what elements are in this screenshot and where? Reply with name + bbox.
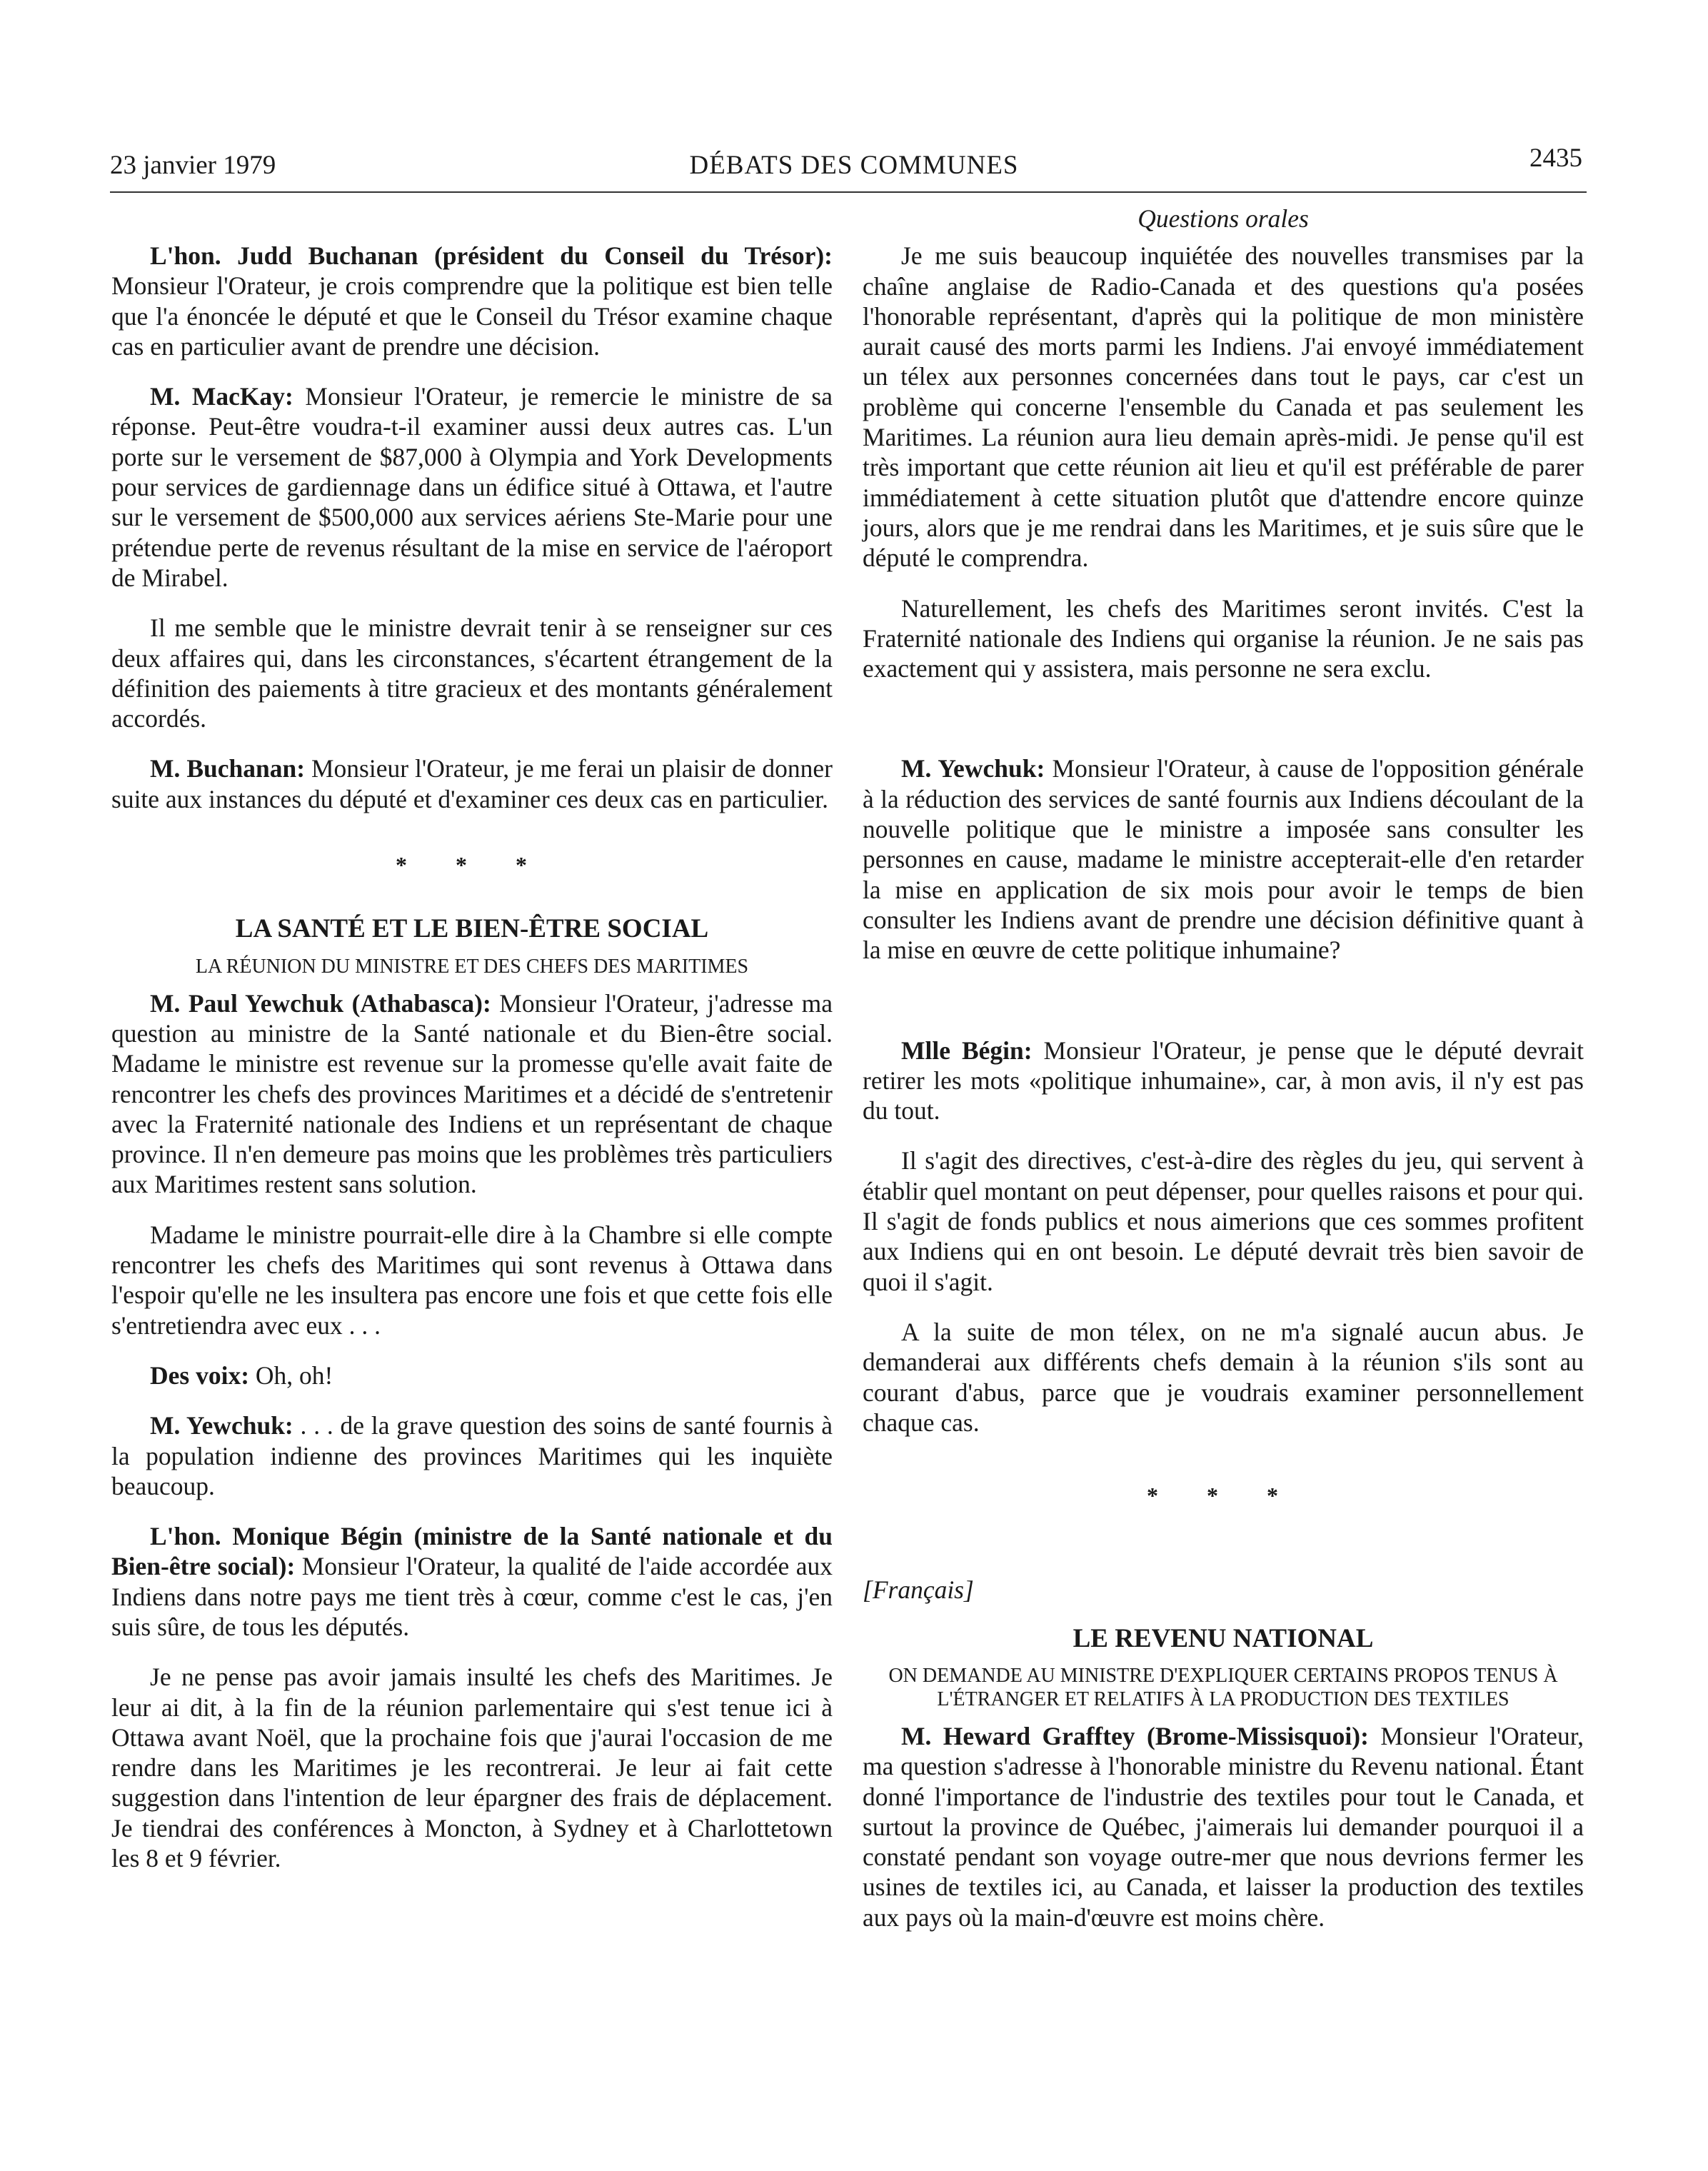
header-page-number: 2435 xyxy=(1529,144,1582,173)
paragraph xyxy=(863,753,1584,965)
left-column xyxy=(111,204,833,1893)
paragraph-text: Monsieur l'Orateur, je me ferai un plaisir de donner suite aux instances du député et d'examiner ces deux cas en particulier. xyxy=(111,754,833,813)
running-head: Questions orales xyxy=(1137,204,1309,233)
paragraph: Naturellement, les chefs des Maritimes seront invités. C'est la Fraternité nationale des Indiens qui organise la réunion. Je ne sais pas exactement qui y assistera, mais personne ne sera exclu. xyxy=(863,593,1584,683)
subsection-title: LA RÉUNION DU MINISTRE ET DES CHEFS DES MARITIMES xyxy=(195,955,749,978)
section-title: LE REVENU NATIONAL xyxy=(1072,1623,1374,1653)
paragraph xyxy=(111,241,833,361)
speaker-name: M. MacKay: xyxy=(150,382,293,411)
paragraph-text: Monsieur l'Orateur, je remercie le ministre de sa réponse. Peut-être voudra-t-il examiner aussi deux autres cas. L'un porte sur le versement de $87,000 à Olympia and York Developments pour services de gardiennage dans un édifice situé à Ottawa, et l'autre sur le versement de $500,000 aux services aériens Ste-Marie pour une prétendue perte de revenus résultant de la mise en service de l'aéroport de Mirabel. xyxy=(111,382,833,592)
subsection-title: ON DEMANDE AU MINISTRE D'EXPLIQUER CERTAINS PROPOS TENUS À L'ÉTRANGER ET RELATIFS À LA PRODUCTION DES TEXTILES xyxy=(888,1664,1558,1710)
speaker-name: M. Buchanan: xyxy=(150,754,306,783)
header-date: 23 janvier 1979 xyxy=(110,151,276,180)
paragraph-text: Oh, oh! xyxy=(249,1360,333,1390)
section-separator: * * * xyxy=(1147,1483,1300,1509)
paragraph xyxy=(863,1036,1584,1126)
paragraph: Il s'agit des directives, c'est-à-dire des règles du jeu, qui servent à établir quel montant on peut dépenser, pour quelles raisons et pour qui. Il s'agit de fonds publics et nous aimerions que ces sommes profitent aux Indiens qui en ont besoin. Le député devrait très bien savoir de quoi il s'agit. xyxy=(863,1146,1584,1296)
paragraph xyxy=(111,753,833,814)
speaker-name: M. Paul Yewchuk (Athabasca): xyxy=(150,988,491,1018)
paragraph xyxy=(111,381,833,593)
paragraph xyxy=(111,1360,833,1390)
speaker-name: M. Yewchuk: xyxy=(150,1411,293,1440)
header-title: DÉBATS DES COMMUNES xyxy=(689,151,1019,180)
section-separator: * * * xyxy=(396,852,548,878)
speaker-name: L'hon. Judd Buchanan (président du Conseil du Trésor): xyxy=(150,241,833,270)
paragraph: Je ne pense pas avoir jamais insulté les chefs des Maritimes. Je leur ai dit, à la fin de la réunion parlementaire qui s'est tenue ici à Ottawa avant Noël, que la prochaine fois que j'aurai l'occasion de me rendre dans les Maritimes je les recontrerai. Je leur ai fait cette suggestion dans l'intention de leur épargner des frais de déplacement. Je tiendrai des conférences à Moncton, à Sydney et à Charlottetown les 8 et 9 février. xyxy=(111,1663,833,1873)
language-tag: [Français] xyxy=(863,1575,974,1605)
paragraph-text: Monsieur l'Orateur, ma question s'adresse à l'honorable ministre du Revenu national. Étant donné l'importance de l'industrie des textiles pour tout le Canada, et surtout la province de Québec, j'aimerais lui demander pourquoi il a constaté pendant son voyage outre-mer que nous devrions fermer les usines de textiles ici, au Canada, et laisser la production des textiles aux pays où la main-d'œuvre est moins chère. xyxy=(863,1721,1584,1932)
paragraph-text: Monsieur l'Orateur, j'adresse ma question au ministre de la Santé nationale et du Bien-être social. Madame le ministre est revenue sur la promesse qu'elle avait faite de rencontrer les chefs des provinces Maritimes et a décidé de s'entretenir avec la Fraternité nationale des Indiens et un représentant de chaque province. Il n'en demeure pas moins que les problèmes très particuliers aux Maritimes restent sans solution. xyxy=(111,988,833,1199)
paragraph: Je me suis beaucoup inquiétée des nouvelles transmises par la chaîne anglaise de Radio-Canada et des questions qu'a posées l'honorable représentant, d'après qui la politique de mon ministère aurait causé des morts parmi les Indiens. J'ai envoyé immédiatement un télex aux personnes concernées dans tout le pays, car c'est un problème qui concerne l'ensemble du Canada et pas seulement les Maritimes. La réunion aura lieu demain après-midi. Je pense qu'il est très important que cette réunion ait lieu et qu'il est préférable de parer immédiatement à cette situation plutôt que d'attendre encore quinze jours, alors que je me rendrai dans les Maritimes, et je suis sûre que le député le comprendra. xyxy=(863,241,1584,573)
paragraph xyxy=(111,1521,833,1642)
paragraph-text: Monsieur l'Orateur, à cause de l'opposition générale à la réduction des services de santé fournis aux Indiens découlant de la nouvelle politique que le ministre a imposée sans consulter les personnes en cause, madame le ministre accepterait-elle d'en retarder la mise en application de six mois pour avoir le temps de bien consulter les Indiens avant de prendre une décision définitive quant à la mise en œuvre de cette politique inhumaine? xyxy=(863,754,1584,965)
section-title: LA SANTÉ ET LE BIEN-ÊTRE SOCIAL xyxy=(235,914,709,944)
paragraph-text: . . . de la grave question des soins de santé fournis à la population indienne des provinces Maritimes qui les inquiète beaucoup. xyxy=(111,1411,833,1500)
speaker-name: M. Yewchuk: xyxy=(901,754,1045,783)
paragraph: Il me semble que le ministre devrait tenir à se renseigner sur ces deux affaires qui, dans les circonstances, s'écartent étrangement de la définition des paiements à titre gracieux et des montants généralement accordés. xyxy=(111,613,833,733)
paragraph-text: Monsieur l'Orateur, je crois comprendre que la politique est bien telle que l'a énoncée le député et que le Conseil du Trésor examine chaque cas en particulier avant de prendre une décision. xyxy=(111,271,833,361)
paragraph xyxy=(863,1721,1584,1932)
paragraph xyxy=(111,988,833,1200)
paragraph-text: Monsieur l'Orateur, la qualité de l'aide accordée aux Indiens dans notre pays me tient très à cœur, comme c'est le cas, j'en suis sûre, de tous les députés. xyxy=(111,1552,833,1641)
speaker-name: Des voix: xyxy=(150,1360,250,1390)
paragraph: Madame le ministre pourrait-elle dire à la Chambre si elle compte rencontrer les chefs des Maritimes qui sont revenus à Ottawa dans l'espoir qu'elle ne les insultera pas encore une fois et que cette fois elle s'entretiendra avec eux . . . xyxy=(111,1220,833,1340)
paragraph xyxy=(111,1410,833,1501)
paragraph-text: Monsieur l'Orateur, je pense que le député devrait retirer les mots «politique inhumaine», car, à mon avis, il n'y est pas du tout. xyxy=(863,1036,1584,1125)
speaker-name: L'hon. Monique Bégin (ministre de la Santé nationale et du Bien-être social): xyxy=(111,1522,833,1581)
right-column xyxy=(863,204,1584,1952)
paragraph: A la suite de mon télex, on ne m'a signalé aucun abus. Je demanderai aux différents chefs demain à la réunion s'ils sont au courant d'abus, parce que je voudrais examiner personnellement chaque cas. xyxy=(863,1317,1584,1437)
speaker-name: Mlle Bégin: xyxy=(901,1036,1033,1065)
speaker-name: M. Heward Grafftey (Brome-Missisquoi): xyxy=(901,1721,1369,1750)
header-rule xyxy=(110,191,1587,193)
